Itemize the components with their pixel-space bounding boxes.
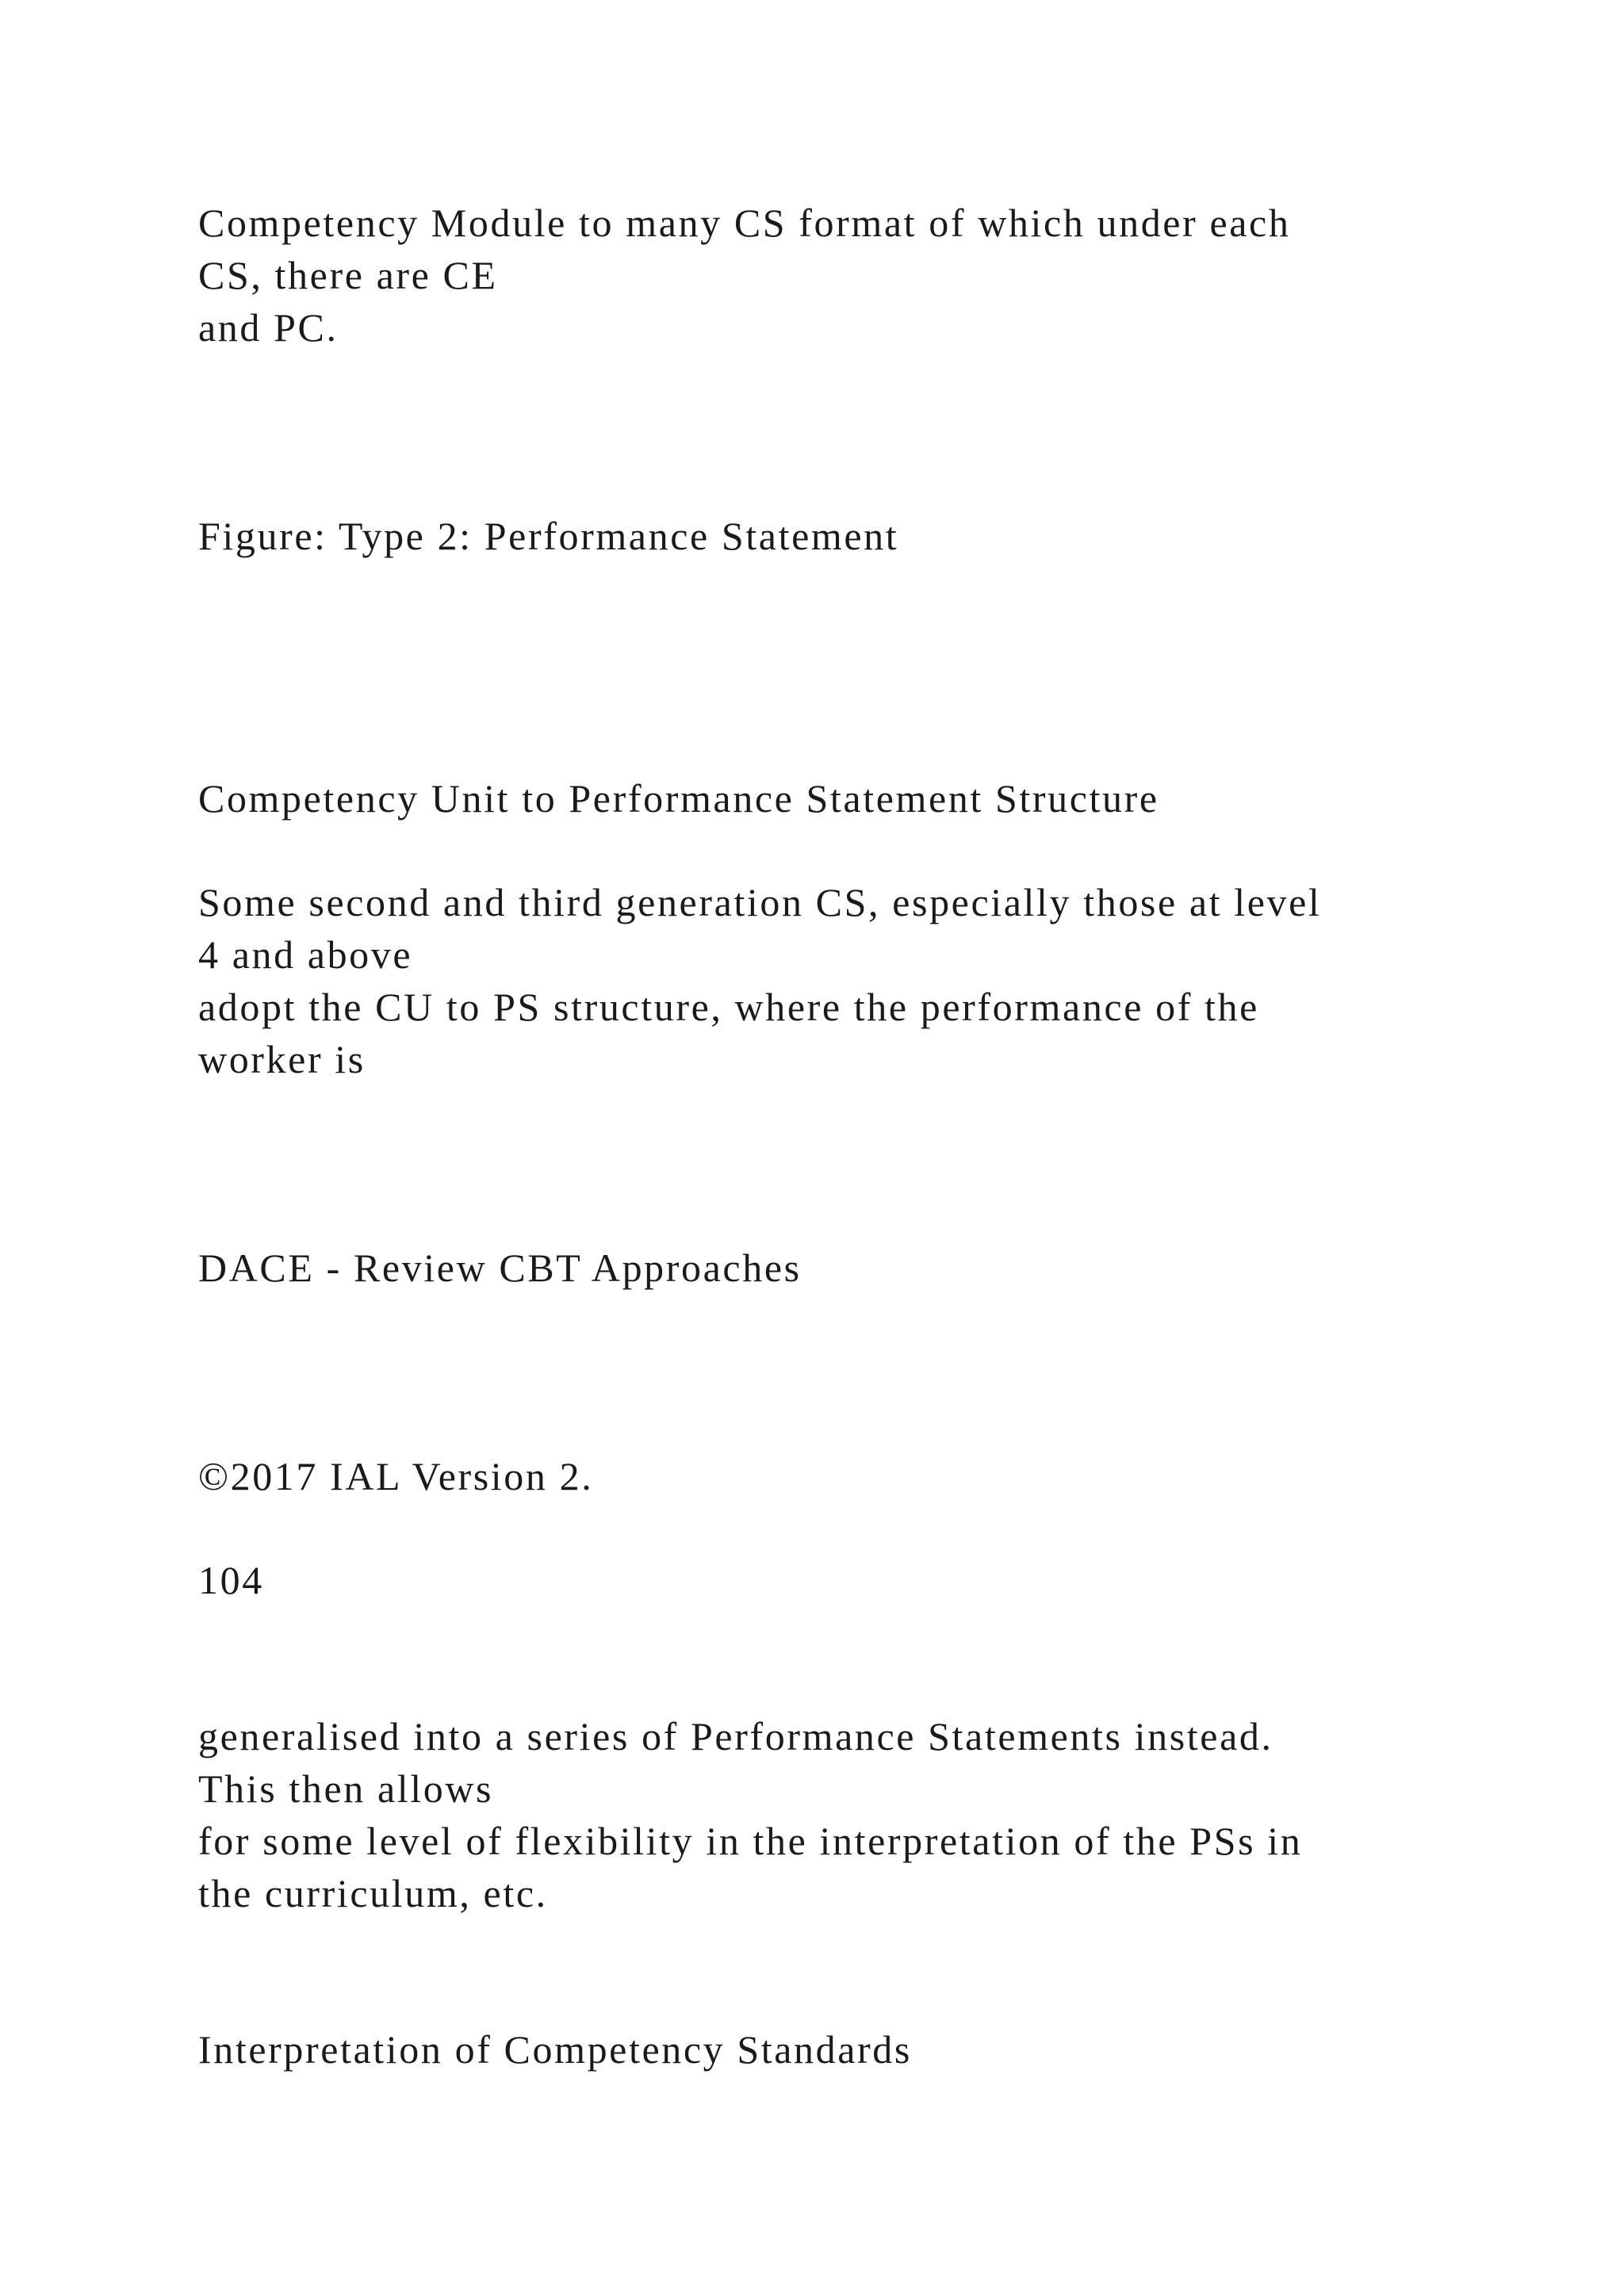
paragraph-3-line-3: for some level of flexibility in the interpretation of the PSs in (198, 1819, 1303, 1863)
paragraph-2-line-4: worker is (198, 1037, 366, 1081)
paragraph-1-line-3: and PC. (198, 305, 339, 350)
footer-copyright: ©2017 IAL Version 2. (198, 1454, 594, 1498)
paragraph-3-line-1: generalised into a series of Performance Statements instead. (198, 1714, 1274, 1758)
figure-caption: Figure: Type 2: Performance Statement (198, 514, 899, 558)
paragraph-3-line-2: This then allows (198, 1766, 494, 1811)
paragraph-2-line-1: Some second and third generation CS, especially those at level (198, 880, 1322, 924)
paragraph-2-line-3: adopt the CU to PS structure, where the performance of the (198, 985, 1259, 1029)
footer-title: DACE - Review CBT Approaches (198, 1246, 802, 1290)
section-heading-interpretation: Interpretation of Competency Standards (198, 2027, 912, 2072)
paragraph-2-line-2: 4 and above (198, 932, 413, 977)
page-number: 104 (198, 1558, 264, 1602)
paragraph-1-line-1: Competency Module to many CS format of which under each (198, 201, 1291, 245)
paragraph-3-line-4: the curriculum, etc. (198, 1871, 548, 1915)
paragraph-1-line-2: CS, there are CE (198, 253, 498, 297)
section-heading-cu-ps: Competency Unit to Performance Statement Structure (198, 776, 1159, 821)
